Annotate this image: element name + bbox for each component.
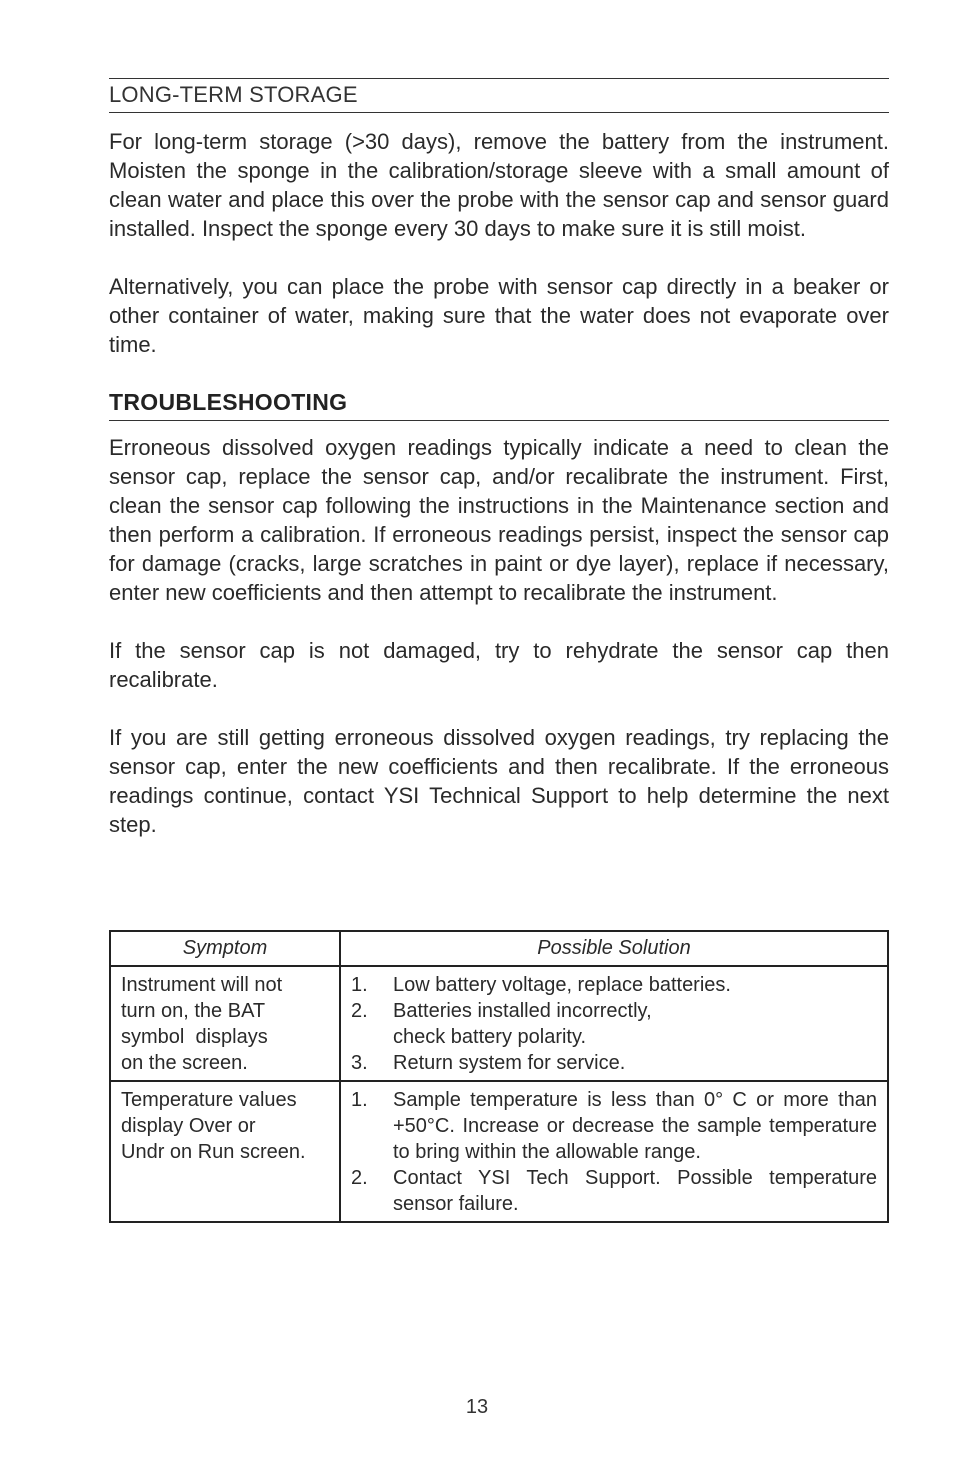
solution-cell xyxy=(340,966,888,1081)
solution-text: Contact YSI Tech Support. Possible temperature sensor failure. xyxy=(393,1167,877,1215)
solution-number: 1. xyxy=(351,974,368,996)
troubleshooting-table xyxy=(109,930,889,1223)
storage-paragraph-1: For long-term storage (>30 days), remove the battery from the instrument. Moisten the sponge in the calibration/storage sleeve with a small amount of clean water and place this over the probe with the sensor cap and sensor guard installed. Inspect the sponge every 30 days to make sure it is still moist. xyxy=(109,129,889,241)
solution-item xyxy=(351,998,877,1050)
symptom-column-header: Symptom xyxy=(110,931,340,966)
symptom-line: display Over or xyxy=(121,1115,256,1137)
symptom-cell xyxy=(110,966,340,1081)
solution-text: Batteries installed incorrectly, xyxy=(393,1000,652,1022)
symptom-line: symbol displays xyxy=(121,1026,268,1048)
solution-item xyxy=(351,1087,877,1165)
troubleshooting-paragraph-2: If the sensor cap is not damaged, try to rehydrate the sensor cap then recalibrate. xyxy=(109,638,889,692)
page-number: 13 xyxy=(465,1396,489,1418)
troubleshooting-paragraph-1: Erroneous dissolved oxygen readings typically indicate a need to clean the sensor cap, replace the sensor cap, and/or recalibrate the instrument. First, clean the sensor cap following the instructions in the Maintenance section and then perform a calibration. If erroneous readings persist, inspect the sensor cap for damage (cracks, large scratches in paint or dye layer), replace if necessary, enter new coefficients and then attempt to recalibrate the instrument. xyxy=(109,435,889,605)
solution-text: Low battery voltage, replace batteries. xyxy=(393,974,731,996)
solution-number: 2. xyxy=(351,1167,368,1189)
symptom-line: Undr on Run screen. xyxy=(121,1141,306,1163)
solution-column-header: Possible Solution xyxy=(340,931,888,966)
solution-item xyxy=(351,1050,877,1076)
solution-number: 2. xyxy=(351,1000,368,1022)
symptom-line: Instrument will not xyxy=(121,974,283,996)
troubleshooting-paragraph-3: If you are still getting erroneous dissolved oxygen readings, try replacing the sensor cap, enter the new coefficients and then recalibrate. If the erroneous readings continue, contact YSI Technical Support to help determine the next step. xyxy=(109,725,889,837)
symptom-cell xyxy=(110,1081,340,1222)
table-row xyxy=(110,966,888,1081)
solution-text: Return system for service. xyxy=(393,1052,626,1074)
solution-item xyxy=(351,1165,877,1217)
troubleshooting-heading: TROUBLESHOOTING xyxy=(109,389,889,421)
solution-item xyxy=(351,972,877,998)
solution-text-block xyxy=(393,998,877,1050)
table-row xyxy=(110,1081,888,1222)
solution-text: Sample temperature is less than 0° C or more than +50°C. Increase or decrease the sample temperature to bring within the allowable range. xyxy=(393,1089,877,1163)
solution-number: 1. xyxy=(351,1089,368,1111)
solution-cell xyxy=(340,1081,888,1222)
symptom-line: turn on, the BAT xyxy=(121,1000,266,1022)
table-header-row xyxy=(110,931,888,966)
solution-text-continued: check battery polarity. xyxy=(393,1026,587,1048)
solution-number: 3. xyxy=(351,1052,368,1074)
page-content xyxy=(109,78,889,839)
symptom-line: Temperature values xyxy=(121,1089,297,1111)
storage-paragraph-2: Alternatively, you can place the probe with sensor cap directly in a beaker or other container of water, making sure that the water does not evaporate over time. xyxy=(109,274,889,357)
symptom-line: on the screen. xyxy=(121,1052,248,1074)
long-term-storage-heading: LONG-TERM STORAGE xyxy=(109,78,889,113)
